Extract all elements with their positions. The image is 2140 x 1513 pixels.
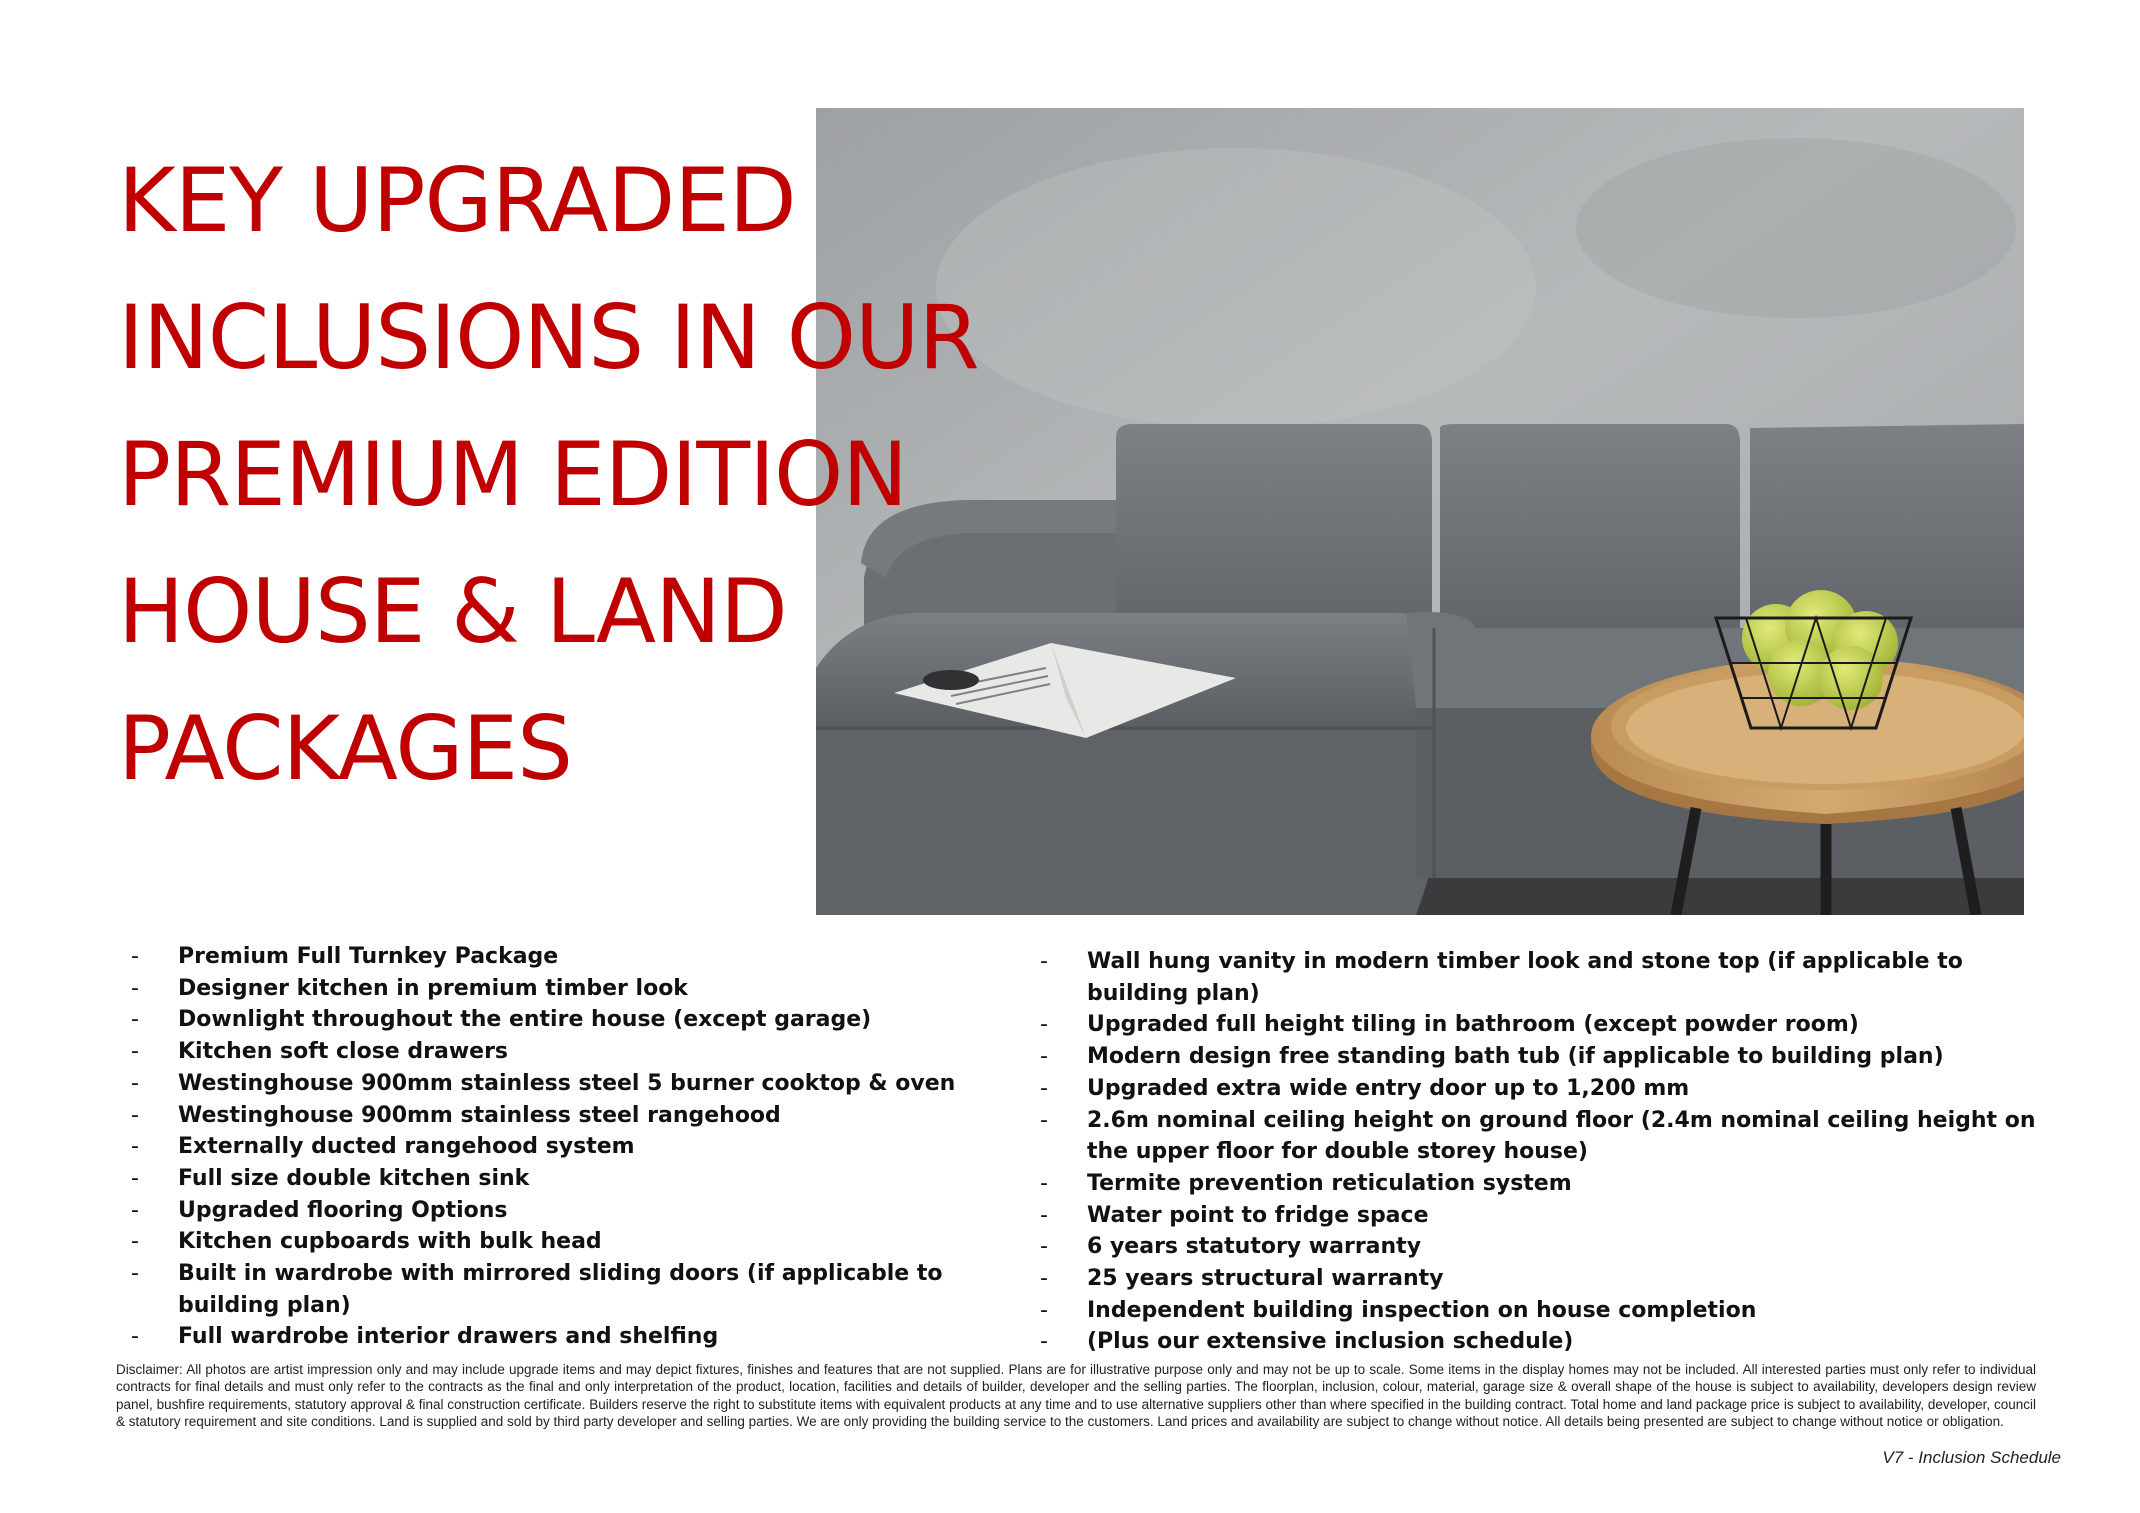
- list-item: - Premium Full Turnkey Package: [131, 944, 559, 969]
- inclusions-list-left: [131, 941, 1038, 1353]
- list-item: - Westinghouse 900mm stainless steel 5 burner cooktop & oven: [131, 1070, 956, 1096]
- list-item: - Water point to fridge space: [1040, 1202, 1429, 1228]
- list-item: - Full size double kitchen sink: [131, 1165, 530, 1191]
- list-item: - Upgraded full height tiling in bathroom (except powder room): [1040, 1012, 1859, 1038]
- headline-line: KEY UPGRADED: [118, 149, 796, 252]
- headline-line: HOUSE & LAND: [118, 560, 787, 663]
- list-item: - Wall hung vanity in modern timber look and stone top (if applicable to building plan): [1040, 949, 1963, 1006]
- list-item: - 2.6m nominal ceiling height on ground floor (2.4m nominal ceiling height on the upper floor for double storey house): [1040, 1107, 2036, 1165]
- list-item: - Modern design free standing bath tub (if applicable to building plan): [1040, 1044, 1944, 1070]
- list-item: - Termite prevention reticulation system: [1040, 1170, 1572, 1196]
- inclusions-list-right: [1040, 946, 2047, 1358]
- list-item: - Upgraded flooring Options: [131, 1197, 508, 1223]
- headline-line: PREMIUM EDITION: [118, 423, 908, 526]
- list-item: - Upgraded extra wide entry door up to 1,200 mm: [1040, 1075, 1690, 1101]
- headline-line: INCLUSIONS IN OUR: [118, 286, 979, 389]
- list-item: - Externally ducted rangehood system: [131, 1134, 635, 1160]
- list-item: - Kitchen cupboards with bulk head: [131, 1229, 602, 1255]
- headline: [118, 132, 1118, 817]
- headline-line: PACKAGES: [118, 697, 572, 800]
- list-item: - Full wardrobe interior drawers and shelfing: [131, 1324, 719, 1350]
- list-item: - (Plus our extensive inclusion schedule): [1040, 1329, 1574, 1355]
- list-item: - 6 years statutory warranty: [1040, 1234, 1422, 1260]
- list-item: - Designer kitchen in premium timber look: [131, 975, 688, 1001]
- list-item: - Built in wardrobe with mirrored sliding doors (if applicable to building plan): [131, 1261, 943, 1318]
- list-item: - Independent building inspection on house completion: [1040, 1297, 1757, 1323]
- disclaimer-text: Disclaimer: All photos are artist impression only and may include upgrade items and may depict fixtures, finishes and features that are not supplied. Plans are for illustrative purpose only and may not be up to scale. Some items in the display homes may not be included. All interested parties must only refer to individual contracts for final details and must only refer to the contracts as the final and only interpretation of the product, location, facilities and details of builder, developer and the selling parties. The floorplan, inclusion, colour, material, garage size & overall shape of the house is subject to availability, developers design review panel, bushfire requirements, statutory approval & final construction certificate. Builders reserve the right to substitute items with equivalent products at any time and to use alternative suppliers other than where specified in the building contract. Total home and land package price is subject to availability, developer, council & statutory requirement and site conditions. Land is supplied and sold by third party developer and selling parties. We are only providing the building service to the customers. Land prices and availability are subject to change without notice. All details being presented are subject to change without notice or obligation.: [116, 1362, 2036, 1429]
- list-item: - Westinghouse 900mm stainless steel rangehood: [131, 1102, 781, 1128]
- list-item: - Downlight throughout the entire house (except garage): [131, 1007, 872, 1033]
- list-item: - Kitchen soft close drawers: [131, 1039, 509, 1065]
- list-item: - 25 years structural warranty: [1040, 1266, 1444, 1292]
- document-version: V7 - Inclusion Schedule: [1882, 1448, 2061, 1467]
